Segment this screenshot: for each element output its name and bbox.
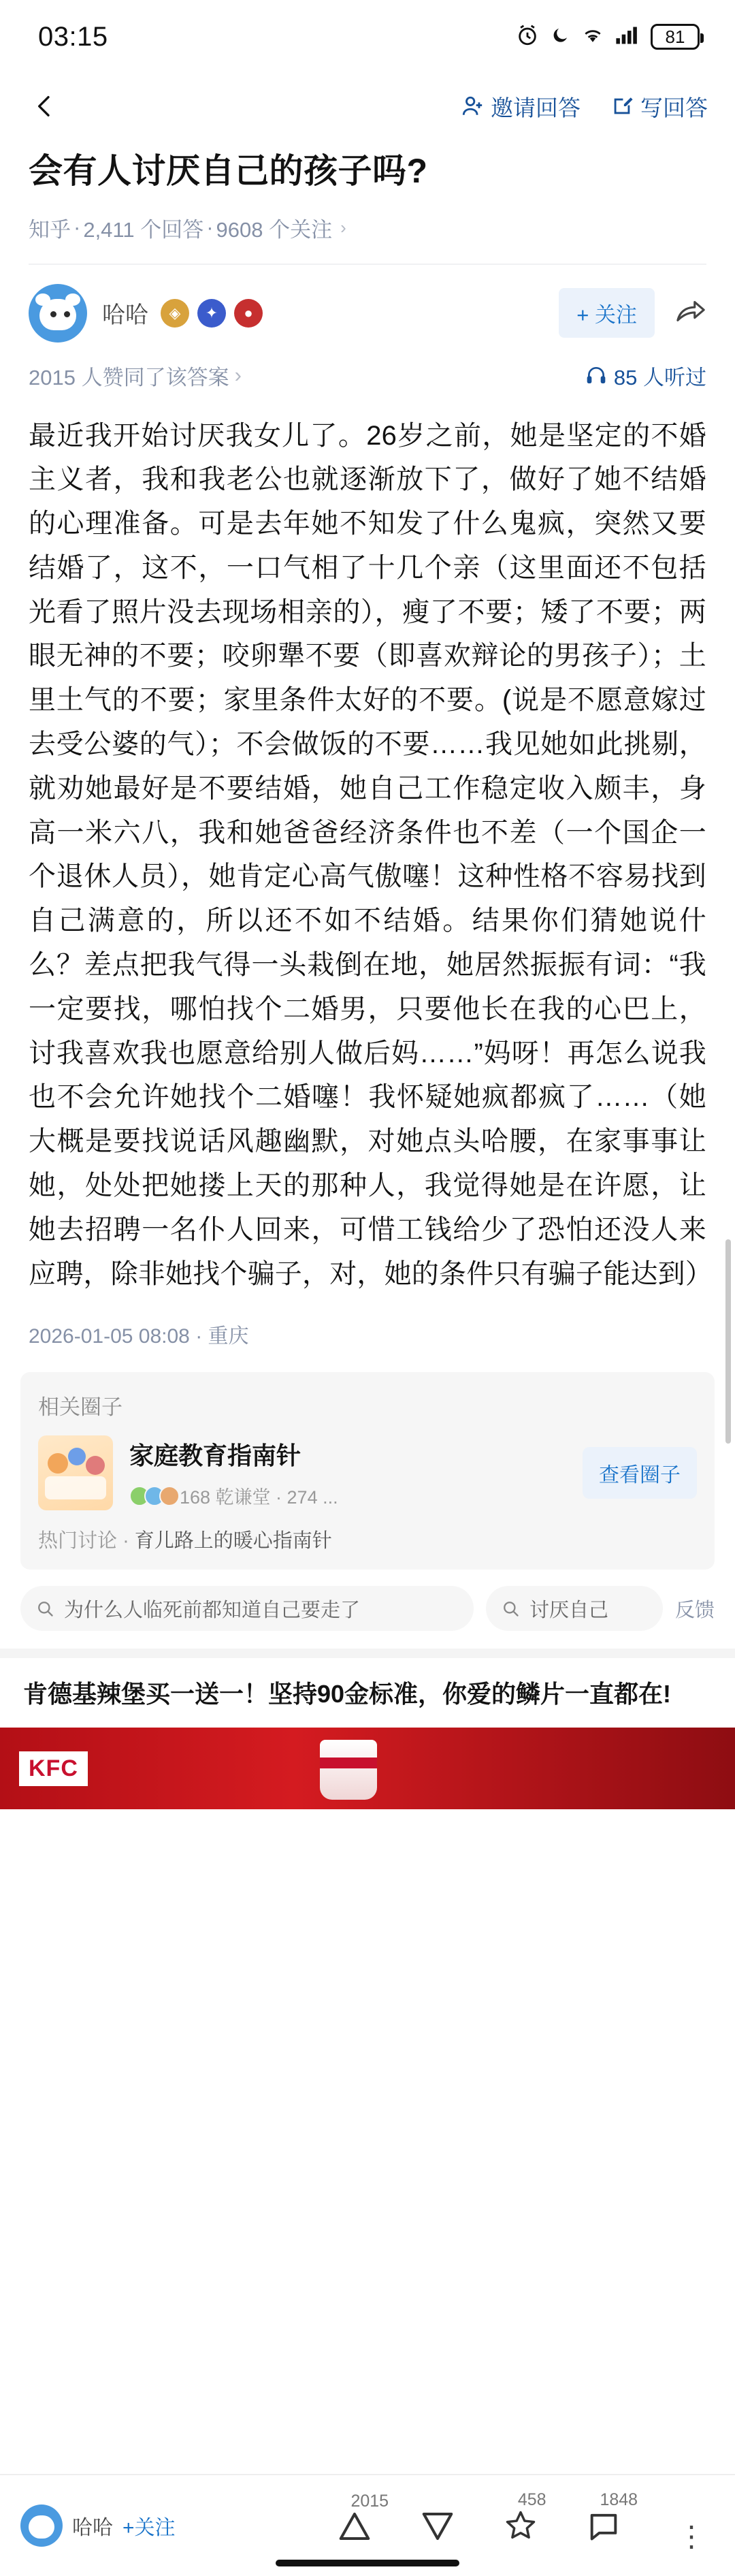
feedback-button[interactable]: 反馈: [674, 1599, 715, 1621]
write-answer-button[interactable]: [610, 91, 708, 123]
answer-timestamp: 2026-01-05 08:08 · 重庆: [29, 1325, 249, 1348]
home-indicator: [276, 2560, 459, 2566]
page-title: 会有人讨厌自己的孩子吗?: [29, 152, 428, 190]
star-count: 458: [517, 2490, 546, 2509]
status-time: 03:15: [38, 21, 108, 52]
chevron-left-icon: [31, 93, 59, 120]
related-circle-card[interactable]: [20, 1372, 715, 1570]
status-bar: [0, 0, 735, 74]
more-button[interactable]: [663, 2520, 710, 2552]
alarm-icon: [516, 24, 539, 50]
back-button[interactable]: [23, 84, 67, 128]
author-name[interactable]: 哈哈: [102, 302, 148, 328]
question-source: 知乎: [29, 217, 71, 242]
pencil-square-icon: [610, 95, 634, 118]
battery-icon: [651, 24, 700, 50]
battery-level: 81: [665, 26, 685, 47]
listen-button[interactable]: [585, 360, 706, 391]
circle-name: 家庭教育指南针: [129, 1442, 301, 1470]
circle-members-label: 168 乾谦堂 · 274 ...: [180, 1487, 338, 1508]
circle-hot-discussion[interactable]: 热门讨论 · 育儿路上的暖心指南针: [38, 1530, 332, 1553]
hot-topic: 育儿路上的暖心指南针: [134, 1530, 332, 1553]
invite-answer-label: 邀请回答: [491, 95, 581, 121]
search-chip-left[interactable]: [20, 1586, 474, 1631]
question-meta[interactable]: 知乎 · 2,411 个回答 · 9608 个关注 ›: [29, 212, 706, 243]
share-icon[interactable]: [675, 298, 706, 328]
hot-label: 热门讨论: [38, 1530, 118, 1553]
bucket-icon: [320, 1740, 377, 1800]
more-icon: ⋮: [677, 2520, 707, 2552]
downvote-button[interactable]: [414, 2509, 461, 2543]
search-icon: [501, 1599, 520, 1618]
kfc-logo: KFC: [19, 1751, 88, 1786]
comment-button[interactable]: [580, 2490, 638, 2543]
wifi-icon: [581, 25, 604, 49]
upvote-summary[interactable]: 2015 人赞同了该答案: [29, 365, 229, 389]
circle-thumbnail-icon: [38, 1435, 113, 1510]
author-row: [0, 265, 735, 343]
invite-answer-button[interactable]: [461, 91, 581, 123]
headphones-icon: [585, 364, 607, 386]
upvote-button[interactable]: [331, 2492, 389, 2543]
avatar[interactable]: [29, 284, 87, 343]
star-button[interactable]: [497, 2490, 546, 2543]
bottom-follow-button[interactable]: +关注: [122, 2517, 176, 2539]
chevron-right-icon: ›: [340, 217, 346, 238]
nav-bar: [0, 74, 735, 139]
circle-members: [129, 1482, 572, 1509]
follow-button[interactable]: + 关注: [559, 288, 655, 338]
ad-headline[interactable]: 肯德基辣堡买一送一！坚持90金标准，你爱的鳞片一直都在!: [23, 1680, 672, 1708]
red-badge-icon: ●: [234, 299, 263, 328]
search-chip-left-label: 为什么人临死前都知道自己要走了: [64, 1599, 361, 1621]
upvote-count: 2015: [350, 2492, 389, 2511]
search-chip-right-label: 讨厌自己: [529, 1599, 608, 1621]
view-circle-button[interactable]: 查看圈子: [583, 1447, 697, 1499]
search-chip-right[interactable]: [486, 1586, 663, 1631]
answers-count: 2,411 个回答: [83, 217, 204, 242]
ad-separator: [0, 1649, 735, 1658]
downvote-icon: [419, 2509, 456, 2543]
moon-icon: [550, 25, 570, 49]
scrollbar[interactable]: [725, 1239, 731, 1444]
status-icons: [516, 24, 700, 50]
signal-icon: [615, 25, 640, 49]
chevron-right-icon: ›: [234, 363, 242, 387]
search-suggestions: [0, 1570, 735, 1631]
comment-count: 1848: [600, 2490, 638, 2509]
vote-row: [0, 343, 735, 391]
bottom-author-name[interactable]: 哈哈: [72, 2517, 113, 2539]
answer-text: 最近我开始讨厌我女儿了。26岁之前，她是坚定的不婚主义者，我和我老公也就逐渐放下了，做好了她不结婚的心理准备。可是去年她不知发了什么鬼疯，突然又要结婚了，这不，一口气相了十几个亲（这里面还不包括光看了照片没去现场相亲的），瘦了不要；矮了不要；两眼无神的不要；咬卵犟不要（即喜欢辩论的男孩子）；土里土气的不要；家里条件太好的不要。(说是不愿意嫁过去受公婆的气）；不会做饭的不要……我见她如此挑剔，就劝她最好是不要结婚，她自己工作稳定收入颇丰，身高一米六八，我和她爸爸经济条件也不差（一个国企一个退休人员），她肯定心高气傲噻！这种性格不容易找到自己满意的，所以还不如不结婚。结果你们猜她说什么？差点把我气得一头栽倒在地，她居然振振有词：“我一定要找，哪怕找个二婚男，只要他长在我的心巴上，讨我喜欢我也愿意给别人做后妈……”妈呀！再怎么说我也不会允许她找个二婚噻！我怀疑她疯都疯了……（她大概是要找说话风趣幽默，对她点头哈腰，在家事事让她，处处把她搂上天的那种人，我觉得她是在许愿，让她去招聘一名仆人回来，可惜工钱给少了恐怕还没人来应聘，除非她找个骗子，对，她的条件只有骗子能达到）: [29, 420, 713, 1289]
gold-badge-icon: ◈: [161, 299, 189, 328]
member-avatars: [129, 1486, 174, 1506]
upvote-icon: [336, 2509, 373, 2543]
search-icon: [35, 1599, 54, 1618]
write-answer-label: 写回答: [640, 95, 708, 121]
ad-banner[interactable]: [0, 1728, 735, 1809]
comment-icon: [585, 2508, 622, 2543]
followers-count: 9608 个关注: [216, 217, 333, 242]
related-circle-header: 相关圈子: [38, 1395, 122, 1420]
star-icon: [502, 2508, 539, 2543]
person-add-icon: [461, 95, 484, 118]
blue-badge-icon: ✦: [197, 299, 226, 328]
avatar[interactable]: [20, 2505, 63, 2547]
listen-label: 85 人听过: [613, 365, 706, 389]
question-header: [0, 139, 735, 265]
